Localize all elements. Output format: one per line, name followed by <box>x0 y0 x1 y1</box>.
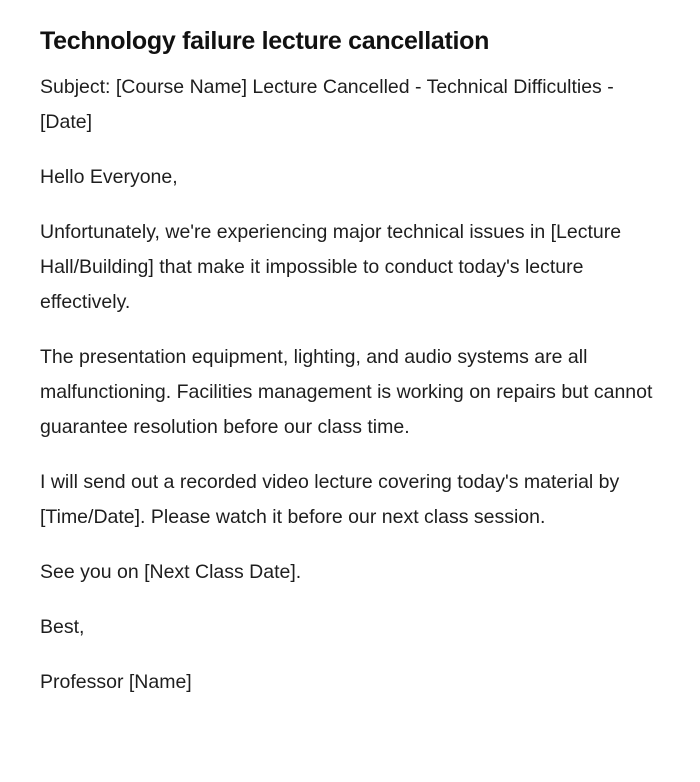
email-greeting: Hello Everyone, <box>40 166 178 188</box>
sign-off: Best, <box>40 616 85 638</box>
signature: Professor [Name] <box>40 671 192 693</box>
body-paragraph-3: I will send out a recorded video lecture covering today's material by [Time/Date]. Please watch it before our next class session. <box>40 471 620 528</box>
closing-line: See you on [Next Class Date]. <box>40 561 302 583</box>
document-title: Technology failure lecture cancellation <box>40 27 490 55</box>
email-subject: Subject: [Course Name] Lecture Cancelled - Technical Difficulties - [Date] <box>40 76 614 133</box>
body-paragraph-1: Unfortunately, we're experiencing major technical issues in [Lecture Hall/Building] that make it impossible to conduct today's lecture effectively. <box>40 221 622 313</box>
body-paragraph-2: The presentation equipment, lighting, and audio systems are all malfunctioning. Facilities management is working on repairs but cannot guarantee resolution before our class time. <box>40 346 653 438</box>
